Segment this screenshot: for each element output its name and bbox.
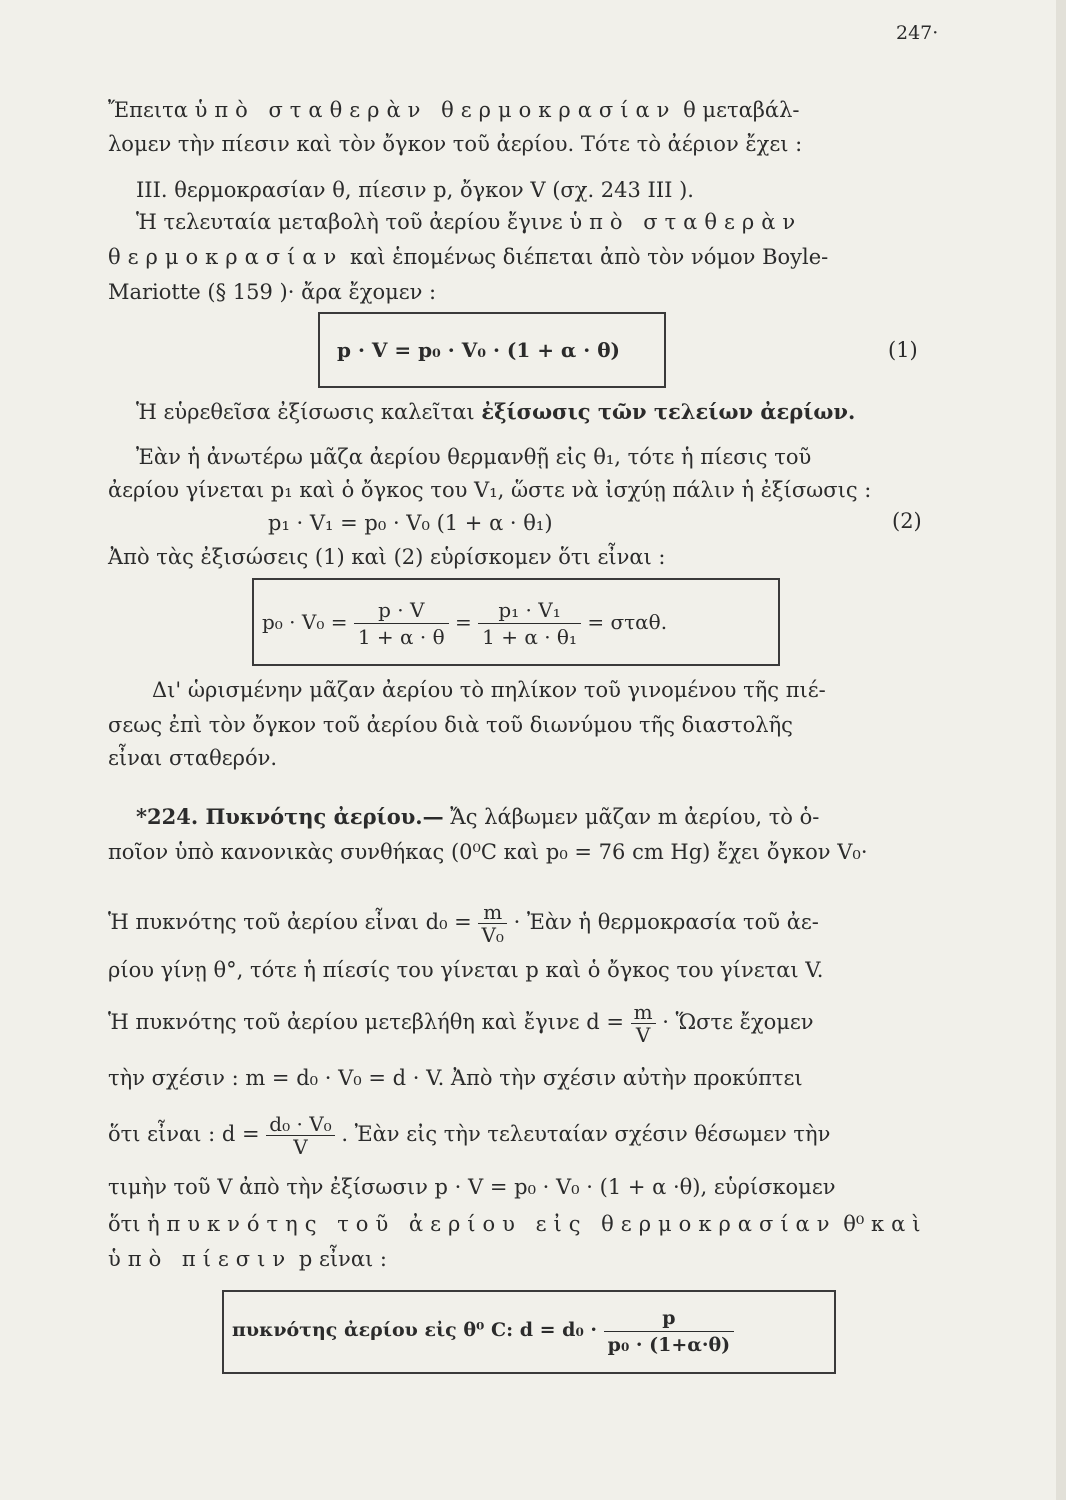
text-line — [108, 1245, 950, 1273]
fraction — [266, 1113, 334, 1158]
text-line — [136, 208, 978, 236]
text-line — [108, 243, 950, 271]
text: · Ἐὰν ἡ θερμοκρασία τοῦ ἀε- — [513, 910, 819, 934]
numerator: p₁ · V₁ — [478, 597, 581, 624]
equation-2: p₁ · V₁ = p₀ · V₀ (1 + α · θ₁) — [268, 511, 553, 535]
text: Ἄς λάβωμεν μᾶζαν m ἀερίου, τὸ ὁ- — [450, 805, 820, 829]
section-heading-line — [136, 803, 978, 831]
spaced-text: καὶ — [870, 1212, 928, 1236]
text: Ἡ πυκνότης τοῦ ἀερίου μετεβλήθη καὶ ἔγινε d = — [108, 1010, 624, 1034]
text: θ μεταβάλ- — [683, 98, 800, 122]
text: · Ὥστε ἔχομεν — [662, 1010, 814, 1034]
spaced-text: ὑπὸ πίεσιν — [108, 1247, 293, 1271]
text: = σταθ. — [587, 610, 668, 634]
text-line — [108, 1102, 950, 1166]
numerator: m — [631, 1001, 656, 1024]
equation-number: (1) — [888, 338, 918, 362]
denominator: 1 + α · θ₁ — [482, 625, 577, 649]
equation-label: πυκνότης ἀερίου εἰς θ⁰ C: — [232, 1319, 514, 1341]
text: = — [455, 610, 472, 634]
text: p₀ · V₀ = — [262, 610, 348, 634]
text-line — [108, 890, 950, 954]
denominator: V — [293, 1135, 308, 1159]
page-edge — [1056, 0, 1066, 1500]
text: καὶ ἑπομένως διέπεται ἀπὸ τὸν νόμον Boyle- — [350, 245, 829, 269]
equation-number: (2) — [892, 509, 922, 533]
text-line: λομεν τὴν πίεσιν καὶ τὸν ὄγκον τοῦ ἀερίου. Τότε τὸ ἀέριον ἔχει : — [108, 132, 803, 156]
text: Ἔπειτα — [108, 98, 188, 122]
text-line: εἶναι σταθερόν. — [108, 746, 278, 770]
text-line: ρίου γίνῃ θ°, τότε ἡ πίεσίς του γίνεται p καὶ ὁ ὄγκος του γίνεται V. — [108, 958, 824, 982]
equation-1: p · V = p₀ · V₀ · (1 + α · θ) — [337, 338, 621, 362]
equation-4 — [232, 1302, 734, 1358]
text: Ἡ πυκνότης τοῦ ἀερίου εἶναι d₀ = — [108, 910, 472, 934]
text: θ⁰ — [843, 1212, 865, 1236]
equation-3 — [262, 594, 667, 650]
fraction — [478, 597, 581, 650]
spaced-text: πυκνότης τοῦ ἀερίου εἰς θερμοκρασίαν — [166, 1212, 837, 1236]
page-number: 247· — [896, 22, 939, 44]
numerator: d₀ · V₀ — [266, 1113, 334, 1136]
text-line: Δι' ὡρισμένην μᾶζαν ἀερίου τὸ πηλίκον τοῦ γινομένου τῆς πιέ- — [152, 678, 826, 702]
text-line: Mariotte (§ 159 )· ἄρα ἔχομεν : — [108, 280, 437, 304]
text: Ἡ τελευταία μεταβολὴ τοῦ ἀερίου ἔγινε — [136, 210, 563, 234]
text: p εἶναι : — [298, 1247, 387, 1271]
fraction — [604, 1305, 734, 1358]
denominator: V — [635, 1023, 651, 1047]
text-line — [108, 990, 950, 1054]
spaced-text: θερμοκρασίαν — [108, 245, 344, 269]
spaced-text: ὑπὸ σταθερὰν θερμοκρασίαν — [194, 98, 677, 122]
denominator: p₀ · (1+α·θ) — [607, 1333, 731, 1356]
text-line: III. θερμοκρασίαν θ, πίεσιν p, ὄγκον V (σχ. 243 III ). — [136, 178, 694, 202]
denominator: V₀ — [481, 923, 504, 947]
text-line — [108, 96, 950, 124]
text-line: ποῖον ὑπὸ κανονικὰς συνθήκας (0⁰C καὶ p₀ = 76 cm Hg) ἔχει ὄγκον V₀· — [108, 840, 868, 864]
text-line: τιμὴν τοῦ V ἀπὸ τὴν ἐξίσωσιν p · V = p₀ · V₀ · (1 + α ·θ), εὑρίσκομεν — [108, 1175, 836, 1199]
text-line: ἀερίου γίνεται p₁ καὶ ὁ ὄγκος του V₁, ὥστε νὰ ἰσχύῃ πάλιν ἡ ἐξίσωσις : — [108, 478, 872, 502]
numerator: p · V — [354, 597, 449, 624]
text-line: Ἐὰν ἡ ἀνωτέρω μᾶζα ἀερίου θερμανθῇ εἰς θ₁, τότε ἡ πίεσις τοῦ — [136, 445, 812, 469]
text-line: σεως ἐπὶ τὸν ὄγκον τοῦ ἀερίου διὰ τοῦ διωνύμου τῆς διαστολῆς — [108, 713, 793, 737]
bold-term: ἐξίσωσις τῶν τελείων ἀερίων. — [481, 399, 856, 424]
text-line — [108, 1210, 950, 1238]
fraction — [478, 901, 506, 946]
text-line: Ἀπὸ τὰς ἐξισώσεις (1) καὶ (2) εὑρίσκομεν ὅτι εἶναι : — [108, 545, 666, 569]
text: . Ἐὰν εἰς τὴν τελευταίαν σχέσιν θέσωμεν τὴν — [341, 1122, 831, 1146]
numerator: p — [604, 1305, 734, 1332]
fraction — [354, 597, 449, 650]
text: ὅτι εἶναι : d = — [108, 1122, 260, 1146]
numerator: m — [478, 901, 506, 924]
spaced-text: ὑπὸ σταθερὰν — [569, 210, 803, 234]
text-line: τὴν σχέσιν : m = d₀ · V₀ = d · V. Ἀπὸ τὴν σχέσιν αὐτὴν προκύπτει — [108, 1066, 803, 1090]
fraction — [631, 1001, 656, 1046]
text: d = d₀ · — [519, 1319, 598, 1341]
text: ὅτι ἡ — [108, 1212, 160, 1236]
section-heading: *224. Πυκνότης ἀερίου.— — [136, 804, 444, 829]
text-line — [136, 398, 978, 426]
denominator: 1 + α · θ — [357, 625, 445, 649]
text: Ἡ εὑρεθεῖσα ἐξίσωσις καλεῖται — [136, 400, 475, 424]
